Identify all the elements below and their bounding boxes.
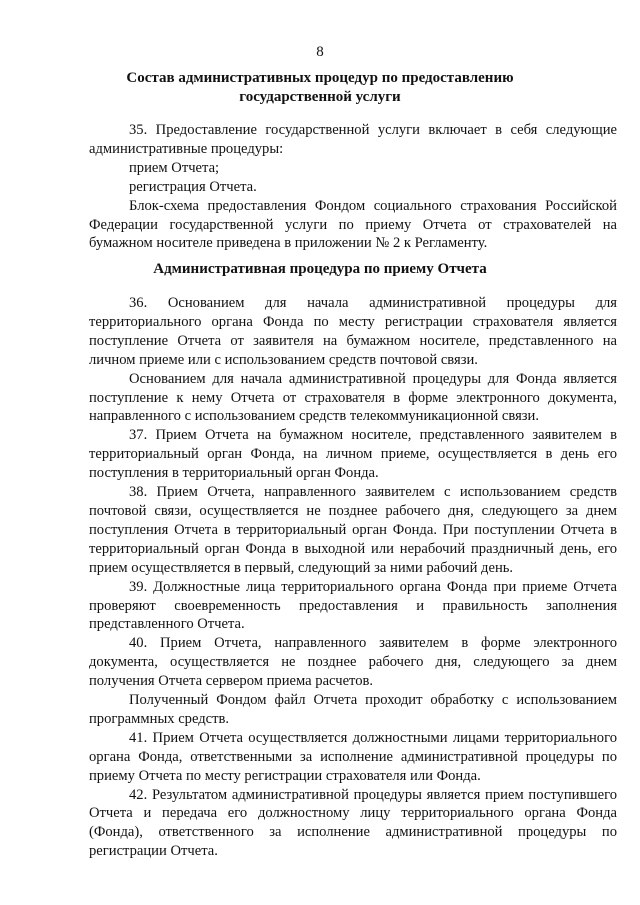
procedure-block — [89, 294, 617, 861]
paragraph-36-electronic: Основанием для начала административной процедуры для Фонда является поступление к нему Отчета от страхователя в форме электронного документа, направленного с использованием средств телекоммуникационной связи. — [89, 370, 617, 425]
paragraph-39: 39. Должностные лица территориального органа Фонда при приеме Отчета проверяют своевременность предоставления и правильность заполнения представленного Отчета. — [89, 578, 617, 633]
list-item: прием Отчета; — [129, 159, 220, 176]
section-heading — [0, 69, 640, 107]
intro-block — [89, 121, 617, 253]
paragraph-40-processing: Полученный Фондом файл Отчета проходит обработку с использованием программных средств. — [89, 692, 617, 727]
paragraph-flowchart: Блок-схема предоставления Фондом социального страхования Российской Федерации государственной услуги по приему Отчета от страхователей на бумажном носителе приведена в приложении № 2 к Регламенту. — [89, 197, 617, 252]
paragraph-38: 38. Прием Отчета, направленного заявителем с использованием средств почтовой связи, осуществляется не позднее рабочего дня, следующего за днем поступления Отчета в территориальный орган Фонда. При поступлении Отчета в территориальный орган Фонда в выходной или нерабочий праздничный день, его прием осуществляется в первый, следующий за ними рабочий день. — [89, 484, 617, 576]
paragraph-41: 41. Прием Отчета осуществляется должностными лицами территориального органа Фонда, ответственными за исполнение административной процедуры по приему Отчета по месту регистрации страхователя или Фонда. — [89, 729, 617, 784]
subsection-heading: Административная процедура по приему Отчета — [153, 261, 487, 277]
section-heading-line: государственной услуги — [239, 89, 401, 105]
page-number: 8 — [316, 44, 324, 60]
paragraph-42: 42. Результатом административной процедуры является прием поступившего Отчета и передача его должностному лицу территориального органа Фонда (Фонда), ответственного за исполнение административной процедуры по регистрации Отчета. — [89, 786, 617, 860]
paragraph-40: 40. Прием Отчета, направленного заявителем в форме электронного документа, осуществляется не позднее рабочего дня, следующего за днем получения Отчета сервером приема расчетов. — [89, 635, 617, 690]
paragraph-36: 36. Основанием для начала административной процедуры для территориального органа Фонда по месту регистрации страхователя является поступление Отчета от заявителя на бумажном носителе, представленного на личном приеме или с использованием средств почтовой связи. — [89, 295, 617, 368]
paragraph-37: 37. Прием Отчета на бумажном носителе, представленного заявителем в территориальный орган Фонда, на личном приеме, осуществляется в день его поступления в территориальный орган Фонда. — [89, 427, 617, 482]
section-heading-line: Состав административных процедур по предоставлению — [126, 70, 514, 86]
paragraph-35: 35. Предоставление государственной услуги включает в себя следующие административные процедуры: — [89, 122, 617, 157]
list-item: регистрация Отчета. — [129, 178, 257, 195]
